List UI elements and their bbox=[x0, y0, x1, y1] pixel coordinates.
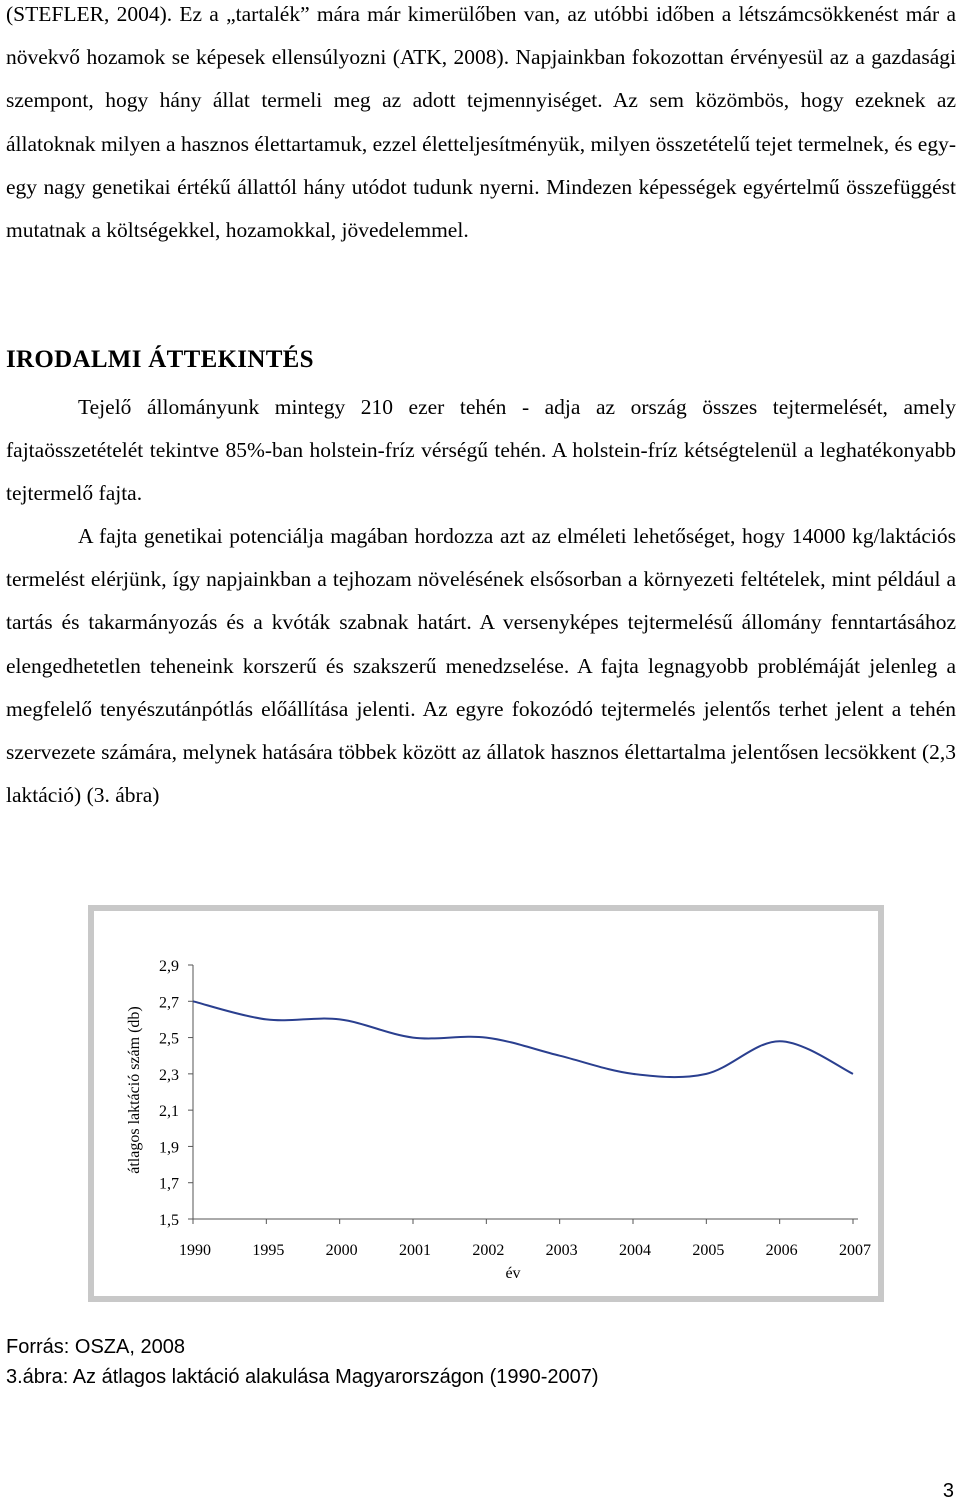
chart-canvas bbox=[88, 905, 884, 1302]
x-tick-label: 1995 bbox=[252, 1242, 285, 1259]
x-tick-label: 1990 bbox=[179, 1242, 211, 1259]
x-tick-label: 2003 bbox=[545, 1242, 578, 1259]
y-tick-label: 2,9 bbox=[159, 958, 179, 975]
y-tick-label: 1,7 bbox=[159, 1175, 179, 1193]
body-paragraph-2: A fajta genetikai potenciálja magában hordozza azt az elméleti lehetőséget, hogy 14000 kg/laktációs termelést elérjünk, így napjainkban a tejhozam növelésének elsősorban a környezeti feltételek, mint például a tartás és takarmányozás és a kvóták szabnak határt. A versenyképes tejtermelésű állomány fenntartásához elengedhetetlen teheneink korszerű és szakszerű menedzselése. A fajta legnagyobb problémáját jelenleg a megfelelő tenyészutánpótlás előállítása jelenti. Az egyre fokozódó tejtermelés jelentős terhet jelent a tehén szervezete számára, melynek hatására többek között az állatok hasznos élettartalma jelentősen lecsökkent (2,3 laktáció) (3. ábra) bbox=[6, 524, 956, 808]
y-axis-title: átlagos laktáció szám (db) bbox=[126, 1006, 143, 1174]
x-tick-label: 2002 bbox=[472, 1242, 505, 1259]
x-tick-label: 2000 bbox=[325, 1242, 358, 1259]
section-heading: IRODALMI ÁTTEKINTÉS bbox=[6, 346, 314, 373]
lactation-chart bbox=[88, 905, 884, 1302]
x-tick-label: 2004 bbox=[619, 1242, 651, 1259]
x-tick-label: 2006 bbox=[765, 1242, 798, 1259]
y-tick-label: 2,1 bbox=[159, 1103, 179, 1121]
page-number: 3 bbox=[942, 1480, 954, 1502]
x-tick-label: 2007 bbox=[839, 1242, 871, 1259]
x-tick-label: 2005 bbox=[692, 1242, 725, 1259]
body-paragraph-1: Tejelő állományunk mintegy 210 ezer tehén - adja az ország összes tejtermelését, amely fajtaösszetételét tekintve 85%-ban holstein-fríz vérségű tehén. A holstein-fríz kétségtelenül a leghatékonyabb tejtermelő fajta. bbox=[6, 395, 956, 506]
x-axis-title: év bbox=[505, 1265, 521, 1282]
series-line bbox=[193, 1001, 853, 1077]
y-tick-label: 2,3 bbox=[159, 1066, 179, 1084]
source-caption: Forrás: OSZA, 2008 bbox=[6, 1336, 185, 1358]
y-tick-label: 2,5 bbox=[159, 1030, 179, 1048]
y-tick-label: 1,5 bbox=[159, 1212, 179, 1229]
y-tick-label: 2,7 bbox=[159, 994, 179, 1012]
y-tick-label: 1,9 bbox=[159, 1139, 179, 1157]
x-tick-label: 2001 bbox=[399, 1242, 431, 1259]
figure-caption: 3.ábra: Az átlagos laktáció alakulása Magyarországon (1990-2007) bbox=[6, 1366, 599, 1388]
intro-paragraph: (STEFLER, 2004). Ez a „tartalék” mára már kimerülőben van, az utóbbi időben a létszámcsökkenést már a növekvő hozamok se képesek ellensúlyozni (ATK, 2008). Napjainkban fokozottan érvényesül az a gazdasági szempont, hogy hány állat termeli meg az adott tejmennyiséget. Az sem közömbös, hogy ezeknek az állatoknak milyen a hasznos élettartamuk, ezzel életteljesítményük, milyen összetételű tejet termelnek, és egy-egy nagy genetikai értékű állattól hány utódot tudunk nyerni. Mindezen képességek egyértelmű összefüggést mutatnak a költségekkel, hozamokkal, jövedelemmel. bbox=[6, 2, 956, 243]
